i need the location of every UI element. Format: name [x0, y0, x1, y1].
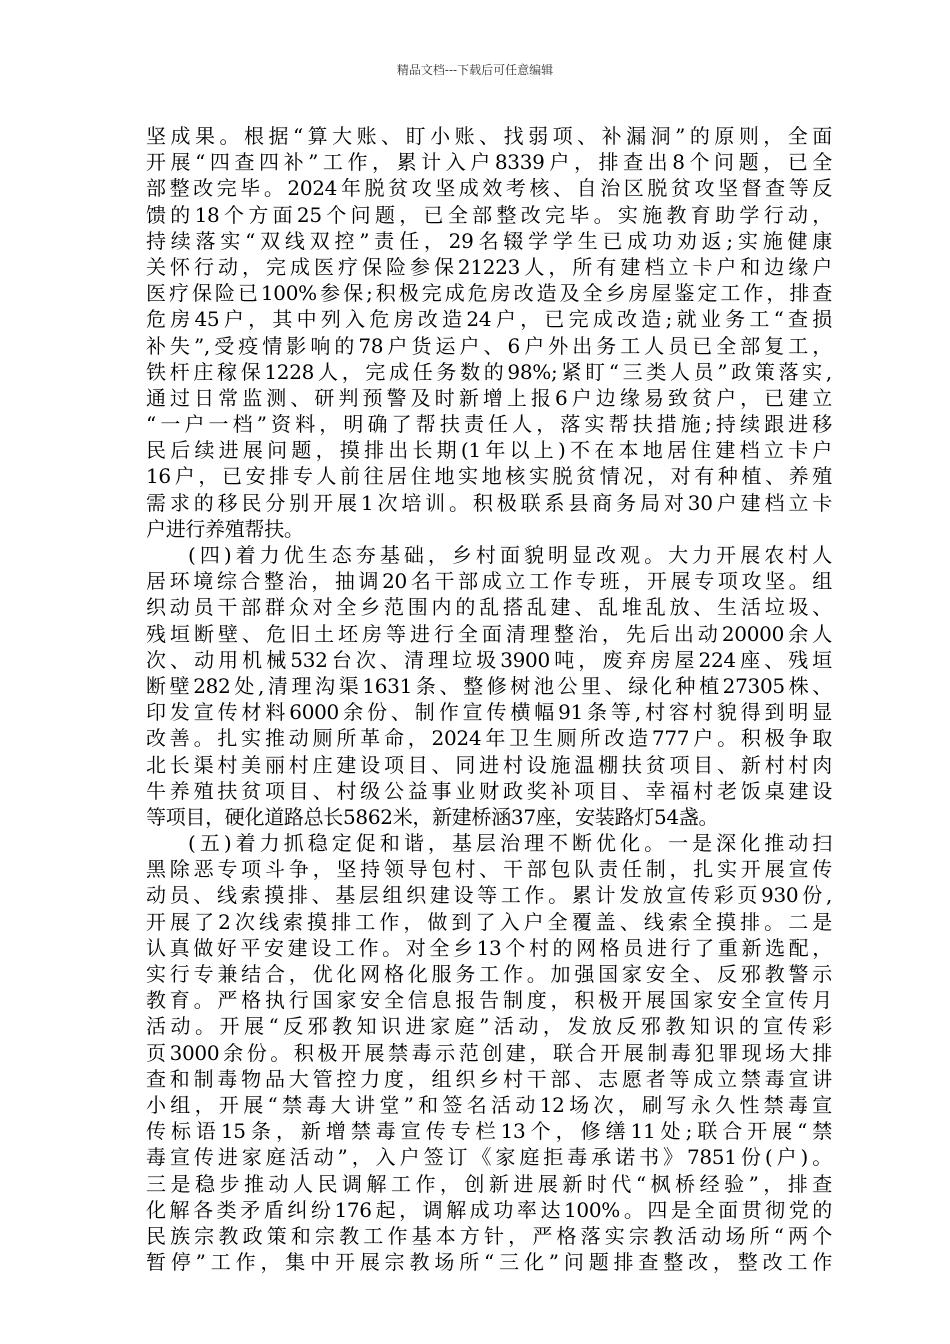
text-line: 居环境综合整治，抽调20名干部成立工作专班，开展专项攻坚。组 [146, 569, 832, 594]
text-line: 查和制毒物品大管控力度，组织乡村干部、志愿者等成立禁毒宣讲 [146, 1066, 832, 1091]
text-line: 毒宣传进家庭活动”，入户签订《家庭拒毒承诺书》7851份(户)。 [146, 1145, 832, 1170]
page-header: 精品文档---下载后可任意编辑 [396, 63, 554, 77]
text-line: 部整改完毕。2024年脱贫攻坚成效考核、自治区脱贫攻坚督查等反 [146, 176, 832, 201]
text-line: 断壁282处,清理沟渠1631条、整修树池公里、绿化种植27305株、 [146, 673, 832, 698]
text-line: (四)着力优生态夯基础，乡村面貌明显改观。大力开展农村人 [188, 543, 832, 567]
text-line: “一户一档”资料，明确了帮扶责任人，落实帮扶措施;持续跟进移 [146, 412, 832, 437]
text-line: 开展了2次线索摸排工作，做到了入户全覆盖、线索全摸排。二是 [146, 909, 832, 934]
text-line: 补失”,受疫情影响的78户货运户、6户外出务工人员已全部复工， [146, 333, 832, 358]
text-line: 危房45户，其中列入危房改造24户，已完成改造;就业务工“查损 [146, 307, 832, 332]
text-line: 开展“四查四补”工作，累计入户8339户，排查出8个问题，已全 [146, 150, 832, 175]
text-line: 化解各类矛盾纠纷176起，调解成功率达100%。四是全面贯彻党的 [146, 1197, 832, 1222]
text-line: 织动员干部群众对全乡范围内的乱搭乱建、乱堆乱放、生活垃圾、 [146, 595, 832, 620]
text-line: 黑除恶专项斗争，坚持领导包村、干部包队责任制，扎实开展宣传 [146, 857, 832, 882]
text-line: 需求的移民分别开展1次培训。积极联系县商务局对30户建档立卡 [146, 490, 832, 515]
text-line: 动员、线索摸排、基层组织建设等工作。累计发放宣传彩页930份, [146, 883, 832, 908]
text-line: (五)着力抓稳定促和谐，基层治理不断优化。一是深化推动扫 [188, 831, 832, 856]
text-line: 次、动用机械532台次、清理垃圾3900吨，废弃房屋224座、残垣 [146, 647, 832, 672]
text-line: 认真做好平安建设工作。对全乡13个村的网格员进行了重新选配， [146, 935, 832, 960]
text-line: 小组，开展“禁毒大讲堂”和签名活动12场次，刷写永久性禁毒宣 [146, 1092, 832, 1117]
text-line: 医疗保险已100%参保;积极完成危房改造及全乡房屋鉴定工作，排查 [146, 281, 832, 306]
text-line: 铁杆庄稼保1228人，完成任务数的98%;紧盯“三类人员”政策落实, [146, 359, 832, 384]
text-line: 户进行养殖帮扶。 [146, 516, 304, 541]
text-line: 持续落实“双线双控”责任，29名辍学学生已成功劝返;实施健康 [146, 228, 832, 253]
text-line: 改善。扎实推动厕所革命，2024年卫生厕所改造777户。积极争取 [146, 726, 832, 751]
text-line: 残垣断壁、危旧土坯房等进行全面清理整治，先后出动20000余人 [146, 621, 832, 646]
text-line: 民族宗教政策和宗教工作基本方针，严格落实宗教活动场所“两个 [146, 1223, 832, 1248]
text-line: 实行专兼结合，优化网格化服务工作。加强国家安全、反邪教警示 [146, 962, 832, 986]
text-line: 等项目，硬化道路总长5862米，新建桥涵37座，安装路灯54盏。 [146, 804, 719, 829]
text-line: 教育。严格执行国家安全信息报告制度，积极开展国家安全宣传月 [146, 988, 832, 1013]
text-line: 关怀行动，完成医疗保险参保21223人，所有建档立卡户和边缘户 [146, 254, 832, 279]
text-line: 16户，已安排专人前往居住地实地核实脱贫情况，对有种植、养殖 [146, 464, 832, 489]
text-line: 民后续进展问题，摸排出长期(1年以上)不在本地居住建档立卡户 [146, 438, 832, 463]
text-line: 三是稳步推动人民调解工作，创新进展新时代“枫桥经验”，排查 [146, 1171, 832, 1196]
text-line: 印发宣传材料6000余份、制作宣传横幅91条等,村容村貌得到明显 [146, 700, 832, 725]
text-line: 传标语15条，新增禁毒宣传专栏13个，修缮11处;联合开展“禁 [146, 1119, 832, 1144]
text-line: 暂停”工作，集中开展宗教场所“三化”问题排查整改，整改工作 [146, 1250, 832, 1275]
document-body [146, 123, 832, 1275]
text-line: 牛养殖扶贫项目、村级公益事业财政奖补项目、幸福村老饭桌建设 [146, 778, 832, 803]
text-line: 页3000余份。积极开展禁毒示范创建，联合开展制毒犯罪现场大排 [146, 1040, 832, 1065]
text-line: 北长渠村美丽村庄建设项目、同进村设施温棚扶贫项目、新村村肉 [146, 752, 832, 777]
text-line: 馈的18个方面25个问题，已全部整改完毕。实施教育助学行动， [146, 202, 832, 227]
text-line: 通过日常监测、研判预警及时新增上报6户边缘易致贫户，已建立 [146, 385, 832, 410]
text-line: 活动。开展“反邪教知识进家庭”活动，发放反邪教知识的宣传彩 [146, 1014, 832, 1039]
text-line: 坚成果。根据“算大账、盯小账、找弱项、补漏洞”的原则，全面 [146, 124, 832, 148]
